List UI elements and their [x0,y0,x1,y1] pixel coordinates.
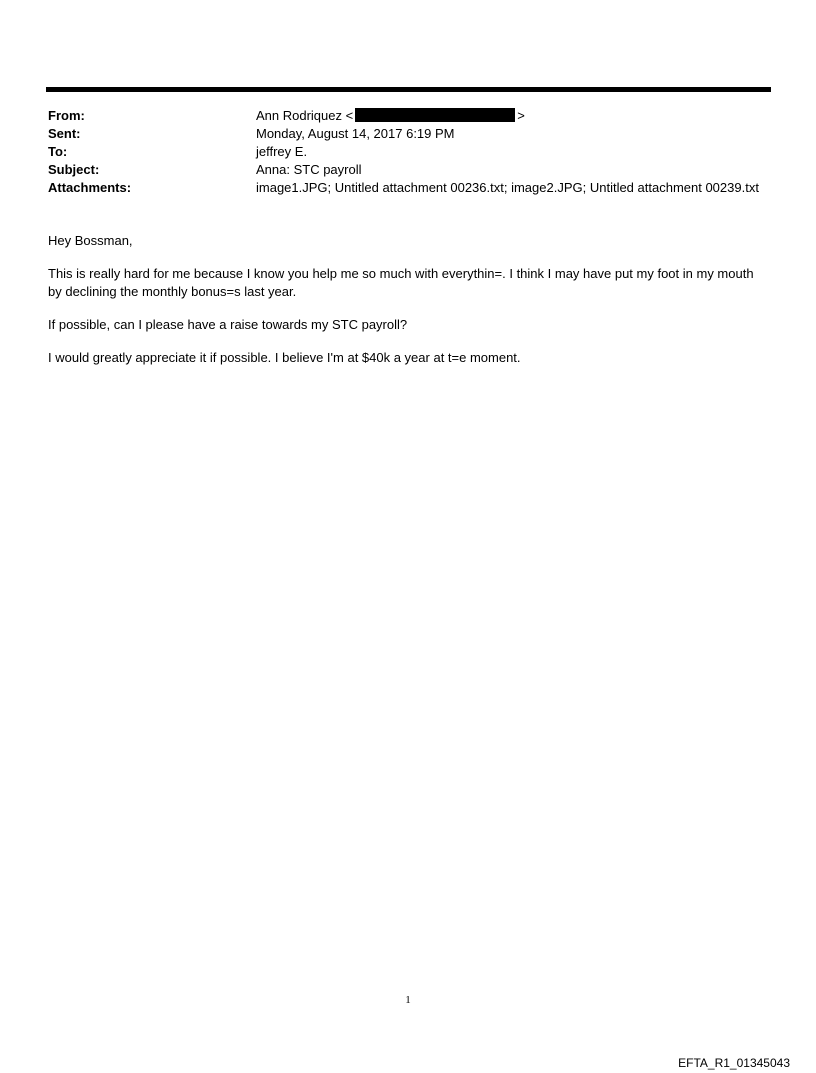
attachments-label: Attachments: [48,180,132,195]
page-number: 1 [405,994,411,1006]
from-label: From: [48,108,85,123]
body-paragraph-1: This is really hard for me because I know you help me so much with everythin=. I think I may have put my foot in my mouth by declining the monthly bonus=s last year. [48,266,754,299]
redacted-email-address [355,108,515,122]
sent-value: Monday, August 14, 2017 6:19 PM [256,126,455,141]
subject-value: Anna: STC payroll [256,162,362,177]
document-id: EFTA_R1_01345043 [678,1056,790,1070]
from-suffix: > [517,108,525,123]
greeting: Hey Bossman, [48,233,133,248]
email-body [48,232,768,382]
email-header-block [48,107,773,197]
from-row [48,107,773,125]
to-row [48,143,773,161]
to-value: jeffrey E. [256,144,308,159]
header-divider [46,87,771,92]
attachments-value: image1.JPG; Untitled attachment 00236.txt; image2.JPG; Untitled attachment 00239.txt [256,180,759,195]
to-label: To: [48,144,68,159]
body-paragraph-3: I would greatly appreciate it if possible. I believe I'm at $40k a year at t=e moment. [48,350,521,365]
from-name: Ann Rodriquez < [256,108,354,123]
sent-label: Sent: [48,126,81,141]
body-paragraph-2: If possible, can I please have a raise towards my STC payroll? [48,317,408,332]
subject-row [48,161,773,179]
sent-row [48,125,773,143]
attachments-row [48,179,773,197]
subject-label: Subject: [48,162,100,177]
from-value [256,107,525,125]
